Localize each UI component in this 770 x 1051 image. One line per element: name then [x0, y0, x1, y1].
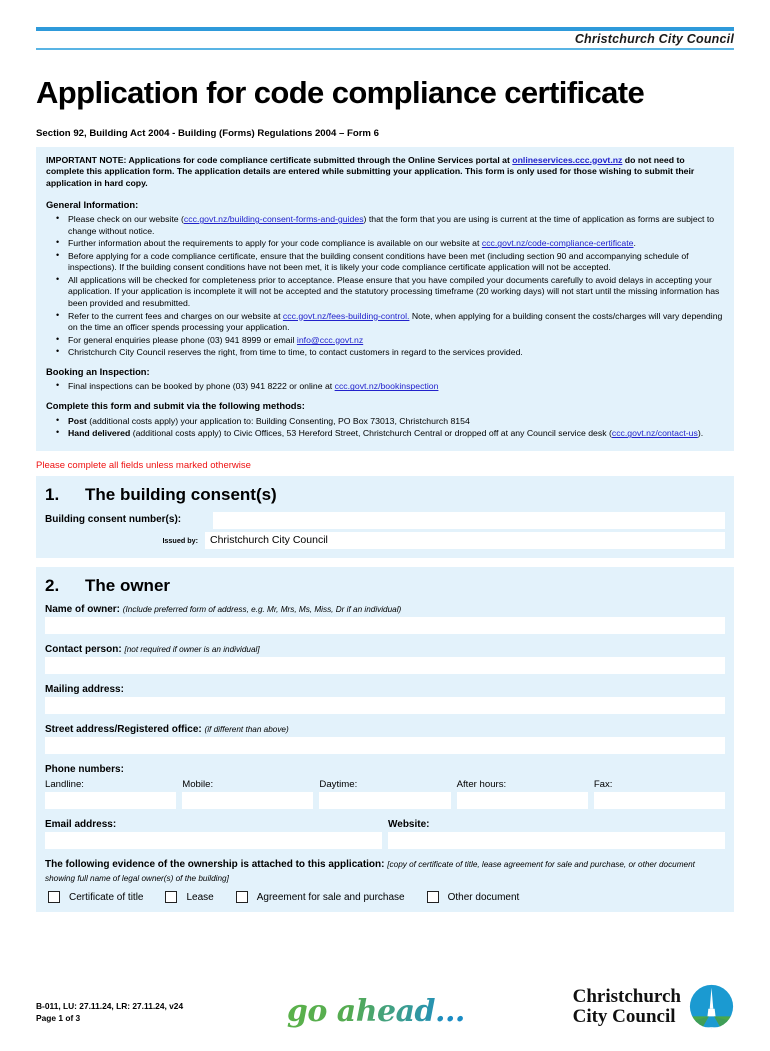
footer-meta-line1: B-011, LU: 27.11.24, LR: 27.11.24, v24 [36, 1001, 184, 1012]
section2-number: 2. [45, 575, 60, 595]
page-footer [36, 984, 734, 1029]
contact-person-input[interactable] [45, 657, 725, 674]
section-building-consents [36, 476, 734, 558]
email-website-labels [45, 818, 725, 832]
issued-by-row [45, 532, 725, 549]
fees-building-control-link[interactable]: ccc.govt.nz/fees-building-control. [282, 310, 410, 321]
evidence-checkbox-row [45, 891, 725, 903]
street-address-label: Street address/Registered office: [45, 723, 202, 735]
info-email-link[interactable]: info@ccc.govt.nz [296, 334, 364, 345]
important-note-text-a: IMPORTANT NOTE: Applications for code compliance certificate submitted through the Online Services portal at [46, 154, 513, 165]
list-item [68, 238, 724, 250]
section1-title: The building consent(s) [85, 484, 277, 504]
phone-daytime-input[interactable] [319, 792, 450, 809]
footer-meta-line2: Page 1 of 3 [36, 1013, 81, 1024]
phone-landline-input[interactable] [45, 792, 176, 809]
list-item [68, 381, 724, 393]
list-item [68, 275, 724, 310]
website-label: Website: [388, 819, 430, 831]
list-item-text: Christchurch City Council reserves the right, from time to time, to contact customers in regard to the services provided. [68, 347, 523, 358]
general-information-heading: General Information: [46, 198, 139, 210]
important-note [46, 155, 724, 190]
phone-daytime [319, 778, 450, 809]
council-logo-line2: City Council [572, 1005, 676, 1027]
mailing-address-input[interactable] [45, 697, 725, 714]
list-item-text-post: Note, when applying for a building consent the costs/charges will vary depending on the time an officer spends processing your application. [68, 310, 723, 333]
phone-mobile-input[interactable] [182, 792, 313, 809]
code-compliance-certificate-link[interactable]: ccc.govt.nz/code-compliance-certificate [481, 238, 634, 249]
council-crest-icon [689, 984, 734, 1029]
phone-fax-label: Fax: [593, 778, 613, 790]
issued-by-input[interactable]: Christchurch City Council [205, 532, 725, 549]
phone-landline-label: Landline: [45, 778, 84, 790]
spacer [45, 674, 725, 683]
section1-heading [45, 485, 725, 505]
council-logo-line1: Christchurch [572, 985, 681, 1007]
list-item-text: Please check on our website ( [68, 214, 184, 225]
council-logo [573, 984, 734, 1029]
building-consent-forms-link[interactable]: ccc.govt.nz/building-consent-forms-and-guides [183, 214, 364, 225]
street-address-hint: (if different than above) [204, 724, 289, 734]
email-address-label: Email address: [45, 819, 117, 831]
consent-number-label: Building consent number(s): [45, 514, 182, 526]
header-bar [36, 31, 734, 48]
phone-daytime-label: Daytime: [319, 778, 358, 790]
consent-number-row [45, 512, 725, 529]
evidence-label: The following evidence of the ownership is attached to this application: [45, 859, 385, 871]
list-item-text: Further information about the requirements to apply for your code compliance is available on our website at [68, 238, 482, 249]
contact-person-hint: [not required if owner is an individual] [124, 644, 260, 654]
go-ahead-dots: ... [435, 994, 465, 1029]
list-item-strong: Hand delivered [68, 428, 131, 439]
council-logo-wordmark [573, 987, 681, 1027]
header-rule-bottom [36, 48, 734, 50]
list-item-text: Final inspections can be booked by phone (03) 941 8222 or online at [68, 381, 335, 392]
section-owner [36, 567, 734, 912]
list-item [68, 428, 724, 440]
website-input[interactable] [388, 832, 725, 849]
checkbox-agreement-for-sale-and-purchase[interactable] [236, 891, 248, 903]
spacer [45, 754, 725, 763]
spacer [45, 714, 725, 723]
owner-name-label: Name of owner: [45, 603, 121, 615]
list-item [68, 311, 724, 334]
checkbox-label-agreement-for-sale-and-purchase: Agreement for sale and purchase [256, 891, 405, 903]
checkbox-label-other-document: Other document [447, 891, 520, 903]
checkbox-other-document[interactable] [427, 891, 439, 903]
section1-number: 1. [45, 484, 60, 504]
complete-all-fields-note: Please complete all fields unless marked otherwise [36, 459, 251, 471]
list-item-strong: Post [68, 415, 87, 426]
consent-number-input[interactable] [213, 512, 725, 529]
form-page [0, 27, 770, 1051]
phone-fax [594, 778, 725, 809]
general-information-list [46, 214, 724, 359]
submit-methods-heading: Complete this form and submit via the following methods: [46, 400, 305, 412]
checkbox-label-lease: Lease [186, 891, 214, 903]
street-address-input[interactable] [45, 737, 725, 754]
mailing-address-label: Mailing address: [45, 683, 124, 695]
phone-after-hours-input[interactable] [457, 792, 588, 809]
list-item [68, 347, 724, 359]
information-box [36, 147, 734, 451]
phone-after-hours [457, 778, 588, 809]
list-item-text: All applications will be checked for completeness prior to acceptance. Please ensure that you have compiled your documents carefully to avoid delays in accepting your application. If your application is incomplete it will not be accepted and the statutory processing timeframe (20 working days) will not start until the missing information has been provided and resubmitted. [68, 274, 720, 309]
list-item [68, 335, 724, 347]
list-item [68, 416, 724, 428]
go-ahead-text: go ahead [286, 994, 436, 1029]
list-item-text: (additional costs apply) to Civic Offices, 53 Hereford Street, Christchurch Central or dropped off at any Council service desk ( [130, 428, 612, 439]
phone-numbers-label: Phone numbers: [45, 763, 124, 775]
phone-numbers-group [45, 778, 725, 809]
list-item [68, 214, 724, 237]
list-item [68, 251, 724, 274]
phone-fax-input[interactable] [594, 792, 725, 809]
owner-name-input[interactable] [45, 617, 725, 634]
section2-title: The owner [85, 575, 171, 595]
spacer [45, 634, 725, 643]
email-website-inputs [45, 832, 725, 849]
submit-methods-list [46, 416, 724, 440]
evidence-label-row [45, 858, 725, 886]
checkbox-certificate-of-title[interactable] [48, 891, 60, 903]
phone-mobile [182, 778, 313, 809]
list-item-text: (additional costs apply) your application to: Building Consenting, PO Box 73013, Christchurch 8154 [86, 415, 470, 426]
list-item-text-post: . [633, 238, 636, 249]
spacer [45, 849, 725, 858]
phone-after-hours-label: After hours: [456, 778, 507, 790]
checkbox-label-certificate-of-title: Certificate of title [69, 891, 144, 903]
phone-mobile-label: Mobile: [182, 778, 214, 790]
issued-by-label: Issued by: [162, 535, 198, 545]
checkbox-lease[interactable] [165, 891, 177, 903]
bookinspection-link[interactable]: ccc.govt.nz/bookinspection [334, 381, 439, 392]
email-address-input[interactable] [45, 832, 382, 849]
booking-inspection-heading: Booking an Inspection: [46, 365, 150, 377]
owner-name-hint: (Include preferred form of address, e.g. Mr, Mrs, Ms, Miss, Dr if an individual) [122, 604, 402, 614]
page-subtitle: Section 92, Building Act 2004 - Building (Forms) Regulations 2004 – Form 6 [36, 127, 379, 139]
contact-person-label-row [45, 643, 725, 657]
list-item-text: Before applying for a code compliance certificate, ensure that the building consent conditions have been met (including section 90 and accompanying schedule of inspections). If the building consent conditions have not been met, it is likely your code compliance certificate application will not be accepted. [68, 250, 689, 273]
header-organisation: Christchurch City Council [574, 32, 734, 46]
footer-document-meta [36, 1001, 183, 1029]
important-note-text-b: do not need to complete this application form. The application details are entered while submitting your application. This form is only used for those wishing to submit their application in hard copy. [46, 154, 695, 188]
list-item-text: Refer to the current fees and charges on our website at [68, 310, 283, 321]
page-title: Application for code compliance certificate [36, 75, 645, 110]
list-item-text: For general enquiries please phone (03) 941 8999 or email [68, 334, 297, 345]
spacer [45, 809, 725, 818]
street-address-label-row [45, 723, 725, 737]
booking-inspection-list [46, 381, 724, 393]
evidence-hint: [copy of certificate of title, lease agreement for sale and purchase, or other document showing full name of legal owner(s) of the building] [45, 860, 695, 884]
section2-heading [45, 576, 725, 596]
contact-person-label: Contact person: [45, 643, 122, 655]
list-item-text-post: ) that the form that you are using is current at the time of application as forms are subject to change without notice. [68, 214, 715, 236]
phone-landline [45, 778, 176, 809]
contact-us-link[interactable]: ccc.govt.nz/contact-us [611, 428, 698, 439]
list-item-text-post: ). [697, 428, 704, 439]
owner-name-label-row [45, 603, 725, 617]
onlineservices-link[interactable]: onlineservices.ccc.govt.nz [512, 154, 623, 165]
